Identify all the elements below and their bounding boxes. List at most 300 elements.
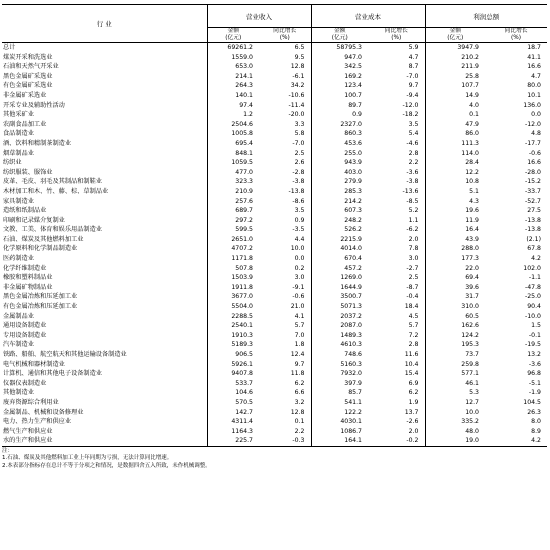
profit-yoy-cell: 16.6 bbox=[527, 63, 541, 71]
cost-yoy-cell: -13.6 bbox=[402, 187, 419, 195]
profit-amount-cell: 210.2 bbox=[425, 53, 485, 63]
profit-amount-cell: 5.3 bbox=[425, 388, 485, 398]
table-row bbox=[2, 216, 547, 226]
table-row bbox=[2, 350, 547, 360]
profit-yoy-cell: -12.0 bbox=[524, 120, 541, 128]
revenue-yoy-cell: 4.1 bbox=[294, 312, 305, 320]
cost-amount-cell: 670.4 bbox=[311, 254, 368, 264]
cost-amount-cell: 947.0 bbox=[311, 53, 368, 63]
industry-name-cell: 纺织业 bbox=[2, 158, 207, 168]
cost-yoy-cell: -8.5 bbox=[406, 197, 419, 205]
table-row bbox=[2, 206, 547, 216]
revenue-yoy-cell: 2.2 bbox=[294, 427, 305, 435]
profit-amount-cell: 73.7 bbox=[425, 350, 485, 360]
profit-yoy-cell: 102.0 bbox=[523, 264, 541, 272]
profit-amount-cell: 14.9 bbox=[425, 91, 485, 101]
cost-yoy-cell: 2.0 bbox=[408, 235, 419, 243]
industry-name-cell: 非金属矿物制品业 bbox=[2, 283, 207, 293]
revenue-yoy-cell: 34.2 bbox=[290, 82, 305, 90]
profit-amount-cell: 4.0 bbox=[425, 101, 485, 111]
revenue-amount-cell: 533.7 bbox=[235, 379, 253, 387]
revenue-yoy-cell: 6.2 bbox=[294, 379, 305, 387]
profit-yoy-cell: 4.8 bbox=[531, 130, 541, 138]
profit-amount-cell: 12.2 bbox=[425, 168, 485, 178]
industry-name-cell: 汽车制造业 bbox=[2, 340, 207, 350]
cost-amount-cell: 2037.2 bbox=[311, 312, 368, 322]
cost-yoy-cell: 6.2 bbox=[408, 389, 419, 397]
revenue-yoy-cell: -0.6 bbox=[292, 293, 305, 301]
profit-yoy-cell: 104.5 bbox=[523, 398, 541, 406]
industry-name-cell: 木材加工和木、竹、藤、棕、草制品业 bbox=[2, 187, 207, 197]
cost-yoy-cell: 13.7 bbox=[404, 408, 419, 416]
cost-yoy-cell: 1.9 bbox=[408, 398, 419, 406]
revenue-amount-cell: 2288.5 bbox=[231, 312, 253, 320]
profit-amount-cell: 195.3 bbox=[425, 340, 485, 350]
revenue-amount-cell: 1.2 bbox=[243, 111, 253, 119]
profit-yoy-cell: 0.0 bbox=[531, 111, 541, 119]
cost-yoy-cell: 9.7 bbox=[408, 82, 419, 90]
table-row bbox=[2, 408, 547, 418]
table-row bbox=[2, 225, 547, 235]
profit-amount-cell: 177.3 bbox=[425, 254, 485, 264]
cost-yoy-header: 同比增长 (%) bbox=[368, 28, 425, 43]
cost-amount-cell: 397.9 bbox=[311, 379, 368, 389]
profit-amount-cell: 114.0 bbox=[425, 149, 485, 159]
revenue-yoy-header: 同比增长 (%) bbox=[259, 28, 311, 43]
cost-amount-cell: 58795.3 bbox=[311, 43, 368, 53]
cost-yoy-cell: 2.8 bbox=[408, 149, 419, 157]
cost-amount-cell: 0.9 bbox=[311, 110, 368, 120]
profit-yoy-cell: 4.7 bbox=[531, 72, 541, 80]
cost-yoy-cell: 1.1 bbox=[408, 216, 419, 224]
table-row bbox=[2, 149, 547, 159]
profit-yoy-cell: -13.8 bbox=[524, 226, 541, 234]
profit-yoy-cell: -47.8 bbox=[524, 283, 541, 291]
table-row bbox=[2, 379, 547, 389]
revenue-yoy-cell: -7.0 bbox=[292, 139, 305, 147]
revenue-amount-cell: 1910.3 bbox=[231, 331, 253, 339]
profit-yoy-cell: 10.1 bbox=[527, 91, 541, 99]
profit-yoy-cell: 4.2 bbox=[485, 436, 547, 446]
profit-amount-cell: 86.0 bbox=[425, 129, 485, 139]
industry-name-cell: 通用设备制造业 bbox=[2, 321, 207, 331]
cost-amount-cell: 5160.3 bbox=[311, 360, 368, 370]
industry-name-cell: 酒、饮料和精制茶制造业 bbox=[2, 139, 207, 149]
cost-amount-cell: 457.2 bbox=[311, 264, 368, 274]
industry-statistics-table bbox=[2, 4, 547, 447]
table-row bbox=[2, 101, 547, 111]
profit-yoy-cell: 18.7 bbox=[527, 44, 541, 51]
table-row bbox=[2, 302, 547, 312]
profit-yoy-cell: 136.0 bbox=[523, 101, 541, 109]
table-row bbox=[2, 331, 547, 341]
profit-yoy-cell: -17.7 bbox=[524, 139, 541, 147]
revenue-yoy-cell: -6.1 bbox=[292, 72, 305, 80]
cost-yoy-cell: 5.9 bbox=[408, 44, 419, 51]
profit-yoy-cell: 16.6 bbox=[527, 159, 541, 167]
revenue-yoy-cell: -9.1 bbox=[292, 283, 305, 291]
revenue-yoy-cell: 0.2 bbox=[294, 264, 305, 272]
profit-amount-cell: 48.0 bbox=[425, 427, 485, 437]
industry-name-cell: 家具制造业 bbox=[2, 197, 207, 207]
table-row bbox=[2, 244, 547, 254]
profit-yoy-header: 同比增长 (%) bbox=[485, 28, 547, 43]
profit-yoy-cell: 26.3 bbox=[527, 408, 541, 416]
profit-yoy-cell: 4.2 bbox=[531, 255, 541, 263]
revenue-amount-cell: 1911.8 bbox=[231, 283, 253, 291]
industry-name-cell: 石油、煤炭及其他燃料加工业 bbox=[2, 235, 207, 245]
cost-yoy-cell: -9.4 bbox=[406, 91, 419, 99]
table-row bbox=[2, 312, 547, 322]
profit-yoy-cell: -5.1 bbox=[528, 379, 541, 387]
cost-yoy-cell: -3.8 bbox=[406, 178, 419, 186]
revenue-yoy-cell: 2.6 bbox=[294, 159, 305, 167]
profit-yoy-cell: -28.0 bbox=[524, 168, 541, 176]
table-row bbox=[2, 369, 547, 379]
revenue-yoy-cell: 10.0 bbox=[290, 245, 305, 253]
cost-yoy-cell: 6.9 bbox=[408, 379, 419, 387]
profit-yoy-cell: (2.1) bbox=[526, 235, 541, 243]
revenue-amount-cell: 689.7 bbox=[235, 207, 253, 215]
profit-yoy-cell: -3.6 bbox=[528, 360, 541, 368]
industry-name-cell: 食品制造业 bbox=[2, 129, 207, 139]
industry-name-cell: 电力、热力生产和供应业 bbox=[2, 417, 207, 427]
cost-yoy-cell: 2.2 bbox=[408, 159, 419, 167]
profit-yoy-cell: -0.6 bbox=[528, 149, 541, 157]
cost-amount-cell: 214.2 bbox=[311, 197, 368, 207]
table-row bbox=[2, 398, 547, 408]
table-row bbox=[2, 254, 547, 264]
cost-yoy-cell: 11.6 bbox=[404, 351, 419, 358]
profit-amount-cell: 310.0 bbox=[425, 302, 485, 312]
profit-amount-cell: 5.1 bbox=[425, 187, 485, 197]
profit-amount-cell: 11.9 bbox=[425, 216, 485, 226]
cost-amount-cell: 541.1 bbox=[311, 398, 368, 408]
profit-yoy-cell: -25.0 bbox=[524, 293, 541, 301]
profit-yoy-cell: 13.2 bbox=[527, 351, 541, 358]
industry-name-cell: 纺织服装、服饰业 bbox=[2, 168, 207, 178]
revenue-yoy-cell: -10.6 bbox=[288, 91, 305, 99]
industry-name-cell: 计算机、通信和其他电子设备制造业 bbox=[2, 369, 207, 379]
revenue-amount-cell: 1559.0 bbox=[231, 53, 253, 61]
table-row bbox=[2, 264, 547, 274]
cost-amount-cell: 943.9 bbox=[311, 158, 368, 168]
cost-amount-cell: 248.2 bbox=[311, 216, 368, 226]
profit-yoy-cell: 80.0 bbox=[527, 82, 541, 90]
cost-amount-cell: 342.5 bbox=[311, 62, 368, 72]
industry-name-cell: 农副食品加工业 bbox=[2, 120, 207, 130]
profit-yoy-cell: -1.9 bbox=[528, 389, 541, 397]
profit-amount-cell: 0.1 bbox=[425, 110, 485, 120]
table-row bbox=[2, 129, 547, 139]
cost-yoy-cell: 3.5 bbox=[408, 120, 419, 128]
revenue-yoy-cell: 0.1 bbox=[294, 418, 305, 426]
revenue-amount-cell: 695.4 bbox=[235, 139, 253, 147]
industry-name-cell: 其他采矿业 bbox=[2, 110, 207, 120]
profit-amount-cell: 69.4 bbox=[425, 273, 485, 283]
cost-amount-cell: 255.0 bbox=[311, 149, 368, 159]
revenue-amount-cell: 225.7 bbox=[207, 436, 259, 446]
profit-yoy-cell: -10.0 bbox=[524, 312, 541, 320]
profit-amount-cell: 10.0 bbox=[425, 408, 485, 418]
industry-name-cell: 黑色金属冶炼和压延加工业 bbox=[2, 292, 207, 302]
revenue-yoy-cell: -11.4 bbox=[288, 101, 305, 109]
cost-yoy-cell: 10.4 bbox=[404, 360, 419, 368]
industry-name-cell: 有色金属冶炼和压延加工业 bbox=[2, 302, 207, 312]
cost-amount-cell: 607.3 bbox=[311, 206, 368, 216]
industry-name-cell: 石油和天然气开采业 bbox=[2, 62, 207, 72]
industry-name-cell: 仪器仪表制造业 bbox=[2, 379, 207, 389]
cost-amount-cell: 2087.0 bbox=[311, 321, 368, 331]
cost-amount-cell: 453.6 bbox=[311, 139, 368, 149]
table-row bbox=[2, 81, 547, 91]
profit-amount-cell: 335.2 bbox=[425, 417, 485, 427]
revenue-amount-cell: 4707.2 bbox=[231, 245, 253, 253]
cost-yoy-cell: 2.5 bbox=[408, 274, 419, 282]
revenue-yoy-cell: 12.8 bbox=[290, 408, 305, 416]
revenue-yoy-cell: 0.9 bbox=[294, 216, 305, 224]
table-row bbox=[2, 187, 547, 197]
footnotes bbox=[2, 448, 547, 471]
industry-name-cell: 印刷和记录媒介复制业 bbox=[2, 216, 207, 226]
profit-amount-cell: 211.9 bbox=[425, 62, 485, 72]
revenue-amount-cell: 1164.3 bbox=[231, 427, 253, 435]
cost-amount-cell: 526.2 bbox=[311, 225, 368, 235]
cost-yoy-cell: 7.2 bbox=[408, 331, 419, 339]
cost-amount-cell: 279.9 bbox=[311, 177, 368, 187]
profit-yoy-cell: 67.8 bbox=[527, 245, 541, 253]
industry-name-cell: 医药制造业 bbox=[2, 254, 207, 264]
revenue-amount-cell: 5189.3 bbox=[231, 341, 253, 349]
profit-amount-cell: 12.7 bbox=[425, 398, 485, 408]
cost-amount-cell: 122.2 bbox=[311, 408, 368, 418]
cost-amount-cell: 2215.9 bbox=[311, 235, 368, 245]
cost-yoy-cell: -0.4 bbox=[406, 293, 419, 301]
revenue-amount-cell: 104.6 bbox=[235, 389, 253, 397]
revenue-yoy-cell: 9.7 bbox=[294, 360, 305, 368]
profit-yoy-cell: 8.0 bbox=[531, 418, 541, 426]
cost-amount-cell: 89.7 bbox=[311, 101, 368, 111]
table-row bbox=[2, 72, 547, 82]
cost-amount-cell: 100.7 bbox=[311, 91, 368, 101]
table-body bbox=[2, 43, 547, 447]
industry-name-cell: 橡胶和塑料制品业 bbox=[2, 273, 207, 283]
profit-amount-cell: 28.4 bbox=[425, 158, 485, 168]
revenue-yoy-cell: -3.5 bbox=[292, 226, 305, 234]
profit-amount-cell: 16.4 bbox=[425, 225, 485, 235]
revenue-amount-cell: 1059.5 bbox=[231, 159, 253, 167]
profit-amount-cell: 4.3 bbox=[425, 197, 485, 207]
revenue-yoy-cell: 5.8 bbox=[294, 130, 305, 138]
cost-yoy-cell: 3.0 bbox=[408, 255, 419, 263]
revenue-amount-cell: 323.3 bbox=[235, 178, 253, 186]
profit-amount-cell: 22.0 bbox=[425, 264, 485, 274]
revenue-amount-cell: 599.5 bbox=[235, 226, 253, 234]
revenue-yoy-cell: 6.5 bbox=[294, 44, 305, 51]
revenue-yoy-cell: -8.6 bbox=[292, 197, 305, 205]
revenue-yoy-cell: 4.4 bbox=[294, 235, 305, 243]
cost-yoy-cell: -18.2 bbox=[402, 111, 419, 119]
table-row bbox=[2, 120, 547, 130]
revenue-amount-cell: 2651.0 bbox=[231, 235, 253, 243]
industry-name-cell: 煤炭开采和洗选业 bbox=[2, 53, 207, 63]
cost-amount-cell: 1644.9 bbox=[311, 283, 368, 293]
profit-yoy-cell: 1.5 bbox=[531, 322, 541, 330]
profit-amount-cell: 10.8 bbox=[425, 177, 485, 187]
revenue-amount-cell: 264.3 bbox=[235, 82, 253, 90]
industry-name-cell: 皮革、毛皮、羽毛及其制品和制鞋业 bbox=[2, 177, 207, 187]
cost-yoy-cell: -8.7 bbox=[406, 283, 419, 291]
revenue-amount-cell: 5926.1 bbox=[231, 360, 253, 368]
cost-amount-cell: 4014.0 bbox=[311, 244, 368, 254]
revenue-amount-cell: 477.0 bbox=[235, 168, 253, 176]
industry-name-cell: 总计 bbox=[2, 43, 207, 53]
revenue-yoy-cell: 3.0 bbox=[294, 274, 305, 282]
cost-amount-cell: 2327.0 bbox=[311, 120, 368, 130]
revenue-yoy-cell: 12.4 bbox=[290, 351, 305, 358]
cost-amount-cell: 1489.3 bbox=[311, 331, 368, 341]
revenue-yoy-cell: 5.7 bbox=[294, 322, 305, 330]
industry-name-cell: 烟草制品业 bbox=[2, 149, 207, 159]
table-row bbox=[2, 110, 547, 120]
profit-amount-cell: 47.9 bbox=[425, 120, 485, 130]
industry-name-cell: 专用设备制造业 bbox=[2, 331, 207, 341]
cost-yoy-cell: 4.5 bbox=[408, 312, 419, 320]
table-row bbox=[2, 427, 547, 437]
revenue-amount-cell: 906.5 bbox=[235, 351, 253, 358]
cost-amount-cell: 123.4 bbox=[311, 81, 368, 91]
revenue-yoy-cell: 21.0 bbox=[290, 303, 305, 311]
revenue-amount-cell: 142.7 bbox=[235, 408, 253, 416]
revenue-amount-cell: 570.5 bbox=[235, 398, 253, 406]
industry-name-cell: 非金属矿采选业 bbox=[2, 91, 207, 101]
profit-yoy-cell: 90.4 bbox=[527, 303, 541, 311]
table-row bbox=[2, 62, 547, 72]
revenue-amount-cell: 848.1 bbox=[235, 149, 253, 157]
revenue-yoy-cell: 0.0 bbox=[294, 255, 305, 263]
profit-amount-cell: 162.6 bbox=[425, 321, 485, 331]
revenue-amount-cell: 1005.8 bbox=[231, 130, 253, 138]
note-line: 2.本表部分指标存在总计不等于分项之和情况，是数据四舍五入所致，未作机械调整。 bbox=[2, 462, 211, 469]
industry-name-cell: 铁路、船舶、航空航天和其他运输设备制造业 bbox=[2, 350, 207, 360]
cost-yoy-cell: -7.0 bbox=[406, 72, 419, 80]
cost-yoy-cell: 8.7 bbox=[408, 63, 419, 71]
revenue-amount-cell: 257.6 bbox=[235, 197, 253, 205]
cost-yoy-cell: 18.4 bbox=[404, 303, 419, 311]
data-table-container bbox=[2, 4, 547, 470]
revenue-yoy-cell: -13.8 bbox=[288, 187, 305, 195]
profit-amount-cell: 60.5 bbox=[425, 312, 485, 322]
revenue-group-header: 营业收入 bbox=[207, 5, 311, 28]
profit-yoy-cell: -33.7 bbox=[524, 187, 541, 195]
profit-amount-cell: 577.1 bbox=[425, 369, 485, 379]
industry-name-cell: 燃气生产和供应业 bbox=[2, 427, 207, 437]
profit-yoy-cell: 41.1 bbox=[527, 53, 541, 61]
industry-name-cell: 化学原料和化学制品制造业 bbox=[2, 244, 207, 254]
notes-label: 注： bbox=[2, 447, 14, 454]
profit-yoy-cell: -52.7 bbox=[524, 197, 541, 205]
industry-name-cell: 废弃资源综合利用业 bbox=[2, 398, 207, 408]
table-row bbox=[2, 168, 547, 178]
cost-amount-cell: 85.7 bbox=[311, 388, 368, 398]
cost-amount-cell: 169.2 bbox=[311, 72, 368, 82]
industry-name-cell: 开采专业及辅助性活动 bbox=[2, 101, 207, 111]
industry-name-cell: 水的生产和供应业 bbox=[2, 436, 207, 446]
table-row bbox=[2, 273, 547, 283]
note-line: 1.石油、煤炭及其他燃料加工业上年同期为亏损，无法计算同比增速。 bbox=[2, 455, 173, 462]
cost-yoy-cell: 15.4 bbox=[404, 370, 419, 378]
revenue-yoy-cell: 3.2 bbox=[294, 398, 305, 406]
cost-yoy-cell: 7.8 bbox=[408, 245, 419, 253]
revenue-amount-cell: 2504.6 bbox=[231, 120, 253, 128]
cost-amount-cell: 4030.1 bbox=[311, 417, 368, 427]
cost-yoy-cell: 2.8 bbox=[408, 341, 419, 349]
table-row bbox=[2, 43, 547, 53]
cost-amount-cell: 4610.3 bbox=[311, 340, 368, 350]
table-row bbox=[2, 436, 547, 446]
revenue-amount-cell: 1503.9 bbox=[231, 274, 253, 282]
profit-amount-header: 金额 (亿元) bbox=[425, 28, 485, 43]
cost-yoy-cell: -0.2 bbox=[368, 436, 425, 446]
revenue-amount-cell: 140.1 bbox=[235, 91, 253, 99]
revenue-yoy-cell: 9.5 bbox=[294, 53, 305, 61]
revenue-yoy-cell: 3.3 bbox=[294, 120, 305, 128]
revenue-yoy-cell: 1.8 bbox=[294, 341, 305, 349]
industry-name-cell: 造纸和纸制品业 bbox=[2, 206, 207, 216]
profit-yoy-cell: -13.8 bbox=[524, 216, 541, 224]
industry-name-cell: 其他制造业 bbox=[2, 388, 207, 398]
cost-amount-cell: 403.0 bbox=[311, 168, 368, 178]
cost-amount-cell: 860.3 bbox=[311, 129, 368, 139]
revenue-yoy-cell: -3.8 bbox=[292, 178, 305, 186]
profit-amount-cell: 111.3 bbox=[425, 139, 485, 149]
revenue-yoy-cell: 6.6 bbox=[294, 389, 305, 397]
cost-amount-header: 金额 (亿元) bbox=[311, 28, 368, 43]
table-row bbox=[2, 197, 547, 207]
revenue-yoy-cell: -20.0 bbox=[288, 111, 305, 119]
cost-group-header: 营业成本 bbox=[311, 5, 425, 28]
profit-amount-cell: 43.9 bbox=[425, 235, 485, 245]
profit-amount-cell: 124.2 bbox=[425, 331, 485, 341]
revenue-amount-cell: 97.4 bbox=[239, 101, 253, 109]
table-row bbox=[2, 388, 547, 398]
profit-amount-cell: 46.1 bbox=[425, 379, 485, 389]
cost-yoy-cell: -2.6 bbox=[406, 418, 419, 426]
profit-yoy-cell: -19.5 bbox=[524, 341, 541, 349]
revenue-amount-cell: 3677.0 bbox=[231, 293, 253, 301]
table-row bbox=[2, 292, 547, 302]
profit-amount-cell: 19.0 bbox=[425, 436, 485, 446]
table-row bbox=[2, 91, 547, 101]
table-row bbox=[2, 340, 547, 350]
cost-yoy-cell: 5.7 bbox=[408, 322, 419, 330]
profit-yoy-cell: -0.1 bbox=[528, 331, 541, 339]
profit-group-header: 利润总额 bbox=[425, 5, 547, 28]
profit-yoy-cell: -15.2 bbox=[524, 178, 541, 186]
cost-yoy-cell: -2.7 bbox=[406, 264, 419, 272]
revenue-yoy-cell: 3.5 bbox=[294, 207, 305, 215]
cost-amount-cell: 164.1 bbox=[311, 436, 368, 446]
profit-amount-cell: 288.0 bbox=[425, 244, 485, 254]
table-row bbox=[2, 283, 547, 293]
table-row bbox=[2, 139, 547, 149]
industry-name-cell: 黑色金属矿采选业 bbox=[2, 72, 207, 82]
revenue-amount-cell: 210.9 bbox=[235, 187, 253, 195]
profit-amount-cell: 25.8 bbox=[425, 72, 485, 82]
profit-yoy-cell: -1.1 bbox=[528, 274, 541, 282]
revenue-amount-cell: 5504.0 bbox=[231, 303, 253, 311]
revenue-amount-cell: 4311.4 bbox=[231, 418, 253, 426]
